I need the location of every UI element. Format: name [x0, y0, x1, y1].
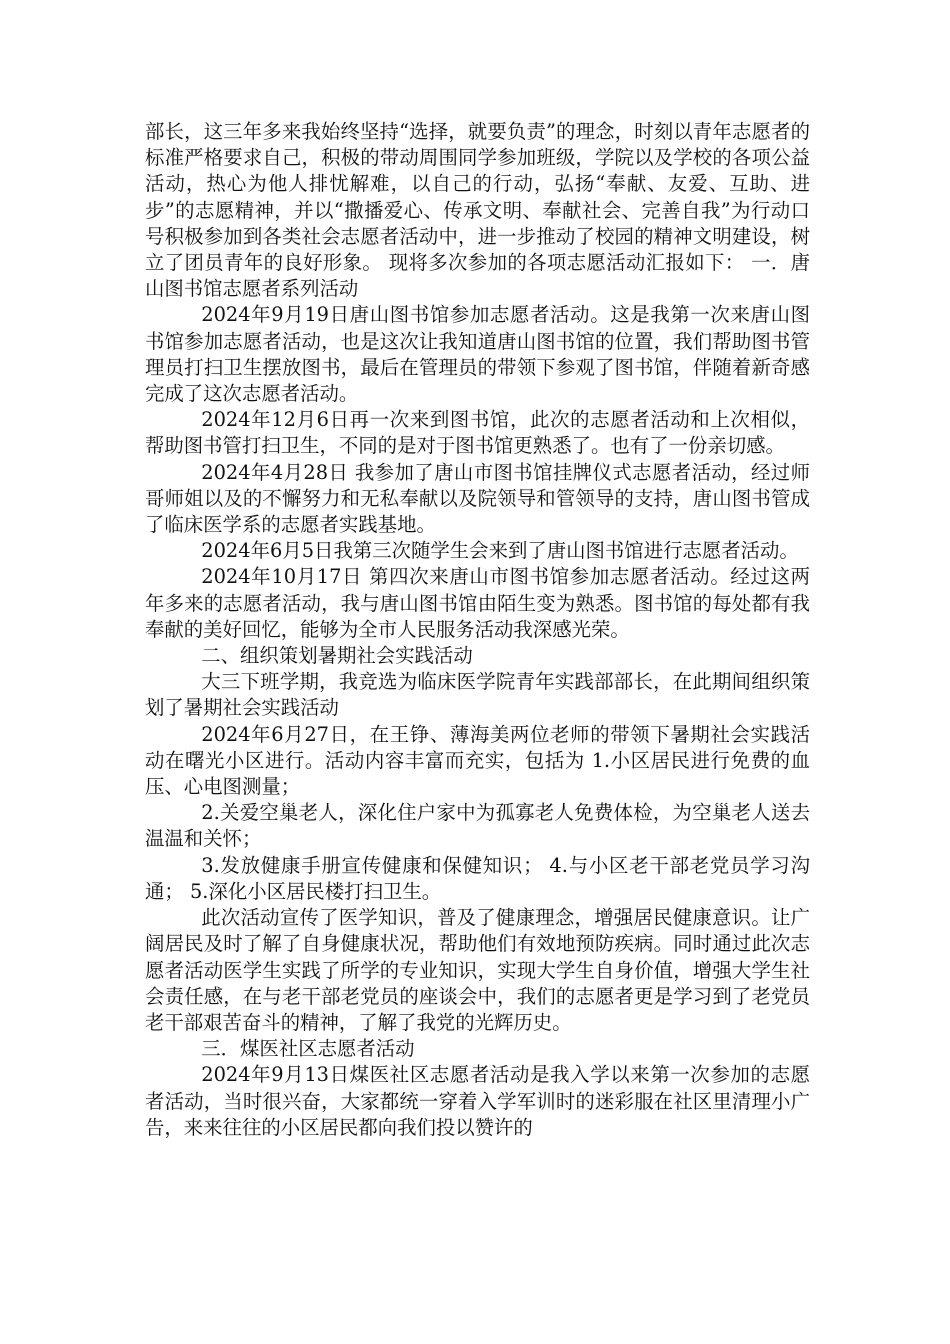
section-heading-community: 三．煤医社区志愿者活动 — [201, 1037, 415, 1061]
paragraph-summer-summary: 此次活动宣传了医学知识，普及了健康理念，增强居民健康意识。让广阔居民及时了解了自身健康状况，帮助他们有效地预防疾病。同时通过此次志愿者活动医学生实践了所学的专业知识，实现大学生自身价值，增强大学生社会责任感，在与老干部老党员的座谈会中，我们的志愿者更是学习到了老党员老干部艰苦奋斗的精神，了解了我党的光辉历史。 — [145, 906, 810, 1034]
paragraph-library-visit-2: 2024年12月6日再一次来到图书馆，此次的志愿者活动和上次相似，帮助图书管打扫卫生，不同的是对于图书馆更熟悉了。也有了一份亲切感。 — [145, 408, 810, 458]
paragraph-summer-item-2: 2.关爱空巢老人，深化住户家中为孤寡老人免费体检，为空巢老人送去温温和关怀； — [145, 801, 810, 851]
paragraph-summer-item-3: 3.发放健康手册宣传健康和保健知识； 4.与小区老干部老党员学习沟通； 5.深化小区居民楼打扫卫生。 — [145, 853, 810, 903]
paragraph-library-visit-3: 2024年6月5日我第三次随学生会来到了唐山图书馆进行志愿者活动。 — [201, 539, 799, 563]
paragraph-summer-activity: 2024年6月27日，在王铮、薄海美两位老师的带领下暑期社会实践活动在曙光小区进行。活动内容丰富而充实，包括为 1.小区居民进行免费的血压、心电图测量； — [145, 722, 810, 799]
document-body — [145, 119, 810, 1141]
paragraph-library-visit-1: 2024年9月19日唐山图书馆参加志愿者活动。这是我第一次来唐山图书馆参加志愿者活动，也是这次让我知道唐山图书馆的位置，我们帮助图书管理员打扫卫生摆放图书，最后在管理员的带领下参观了图书馆，伴随着新奇感完成了这次志愿者活动。 — [145, 303, 810, 406]
paragraph-summer-election: 大三下班学期，我竞选为临床医学院青年实践部部长，在此期间组织策划了暑期社会实践活动 — [145, 670, 810, 720]
paragraph-intro: 部长，这三年多来我始终坚持“选择，就要负责”的理念，时刻以青年志愿者的标准严格要求自己，积极的带动周围同学参加班级，学院以及学校的各项公益活动，热心为他人排忧解难，以自己的行动，弘扬“奉献、友爱、互助、进步”的志愿精神，并以“撒播爱心、传承文明、奉献社会、完善自我”为行动口号积极参加到各类社会志愿者活动中，进一步推动了校园的精神文明建设，树立了团员青年的良好形象。 现将多次参加的各项志愿活动汇报如下： 一．唐山图书馆志愿者系列活动 — [145, 120, 810, 301]
paragraph-library-visit-4: 2024年10月17日 第四次来唐山市图书馆参加志愿者活动。经过这两年多来的志愿者活动，我与唐山图书馆由陌生变为熟悉。图书馆的每处都有我奉献的美好回忆，能够为全市人民服务活动我深感光荣。 — [145, 565, 810, 641]
paragraph-community-activity: 2024年9月13日煤医社区志愿者活动是我入学以来第一次参加的志愿者活动，当时很兴奋，大家都统一穿着入学军训时的迷彩服在社区里清理小广告，来来往往的小区居民都向我们投以赞许的 — [145, 1063, 810, 1139]
paragraph-library-plaque: 2024年4月28日 我参加了唐山市图书馆挂牌仪式志愿者活动，经过师哥师姐以及的不懈努力和无私奉献以及院领导和管领导的支持，唐山图书管成了临床医学系的志愿者实践基地。 — [145, 460, 810, 537]
section-heading-summer-practice: 二、组织策划暑期社会实践活动 — [201, 644, 473, 668]
